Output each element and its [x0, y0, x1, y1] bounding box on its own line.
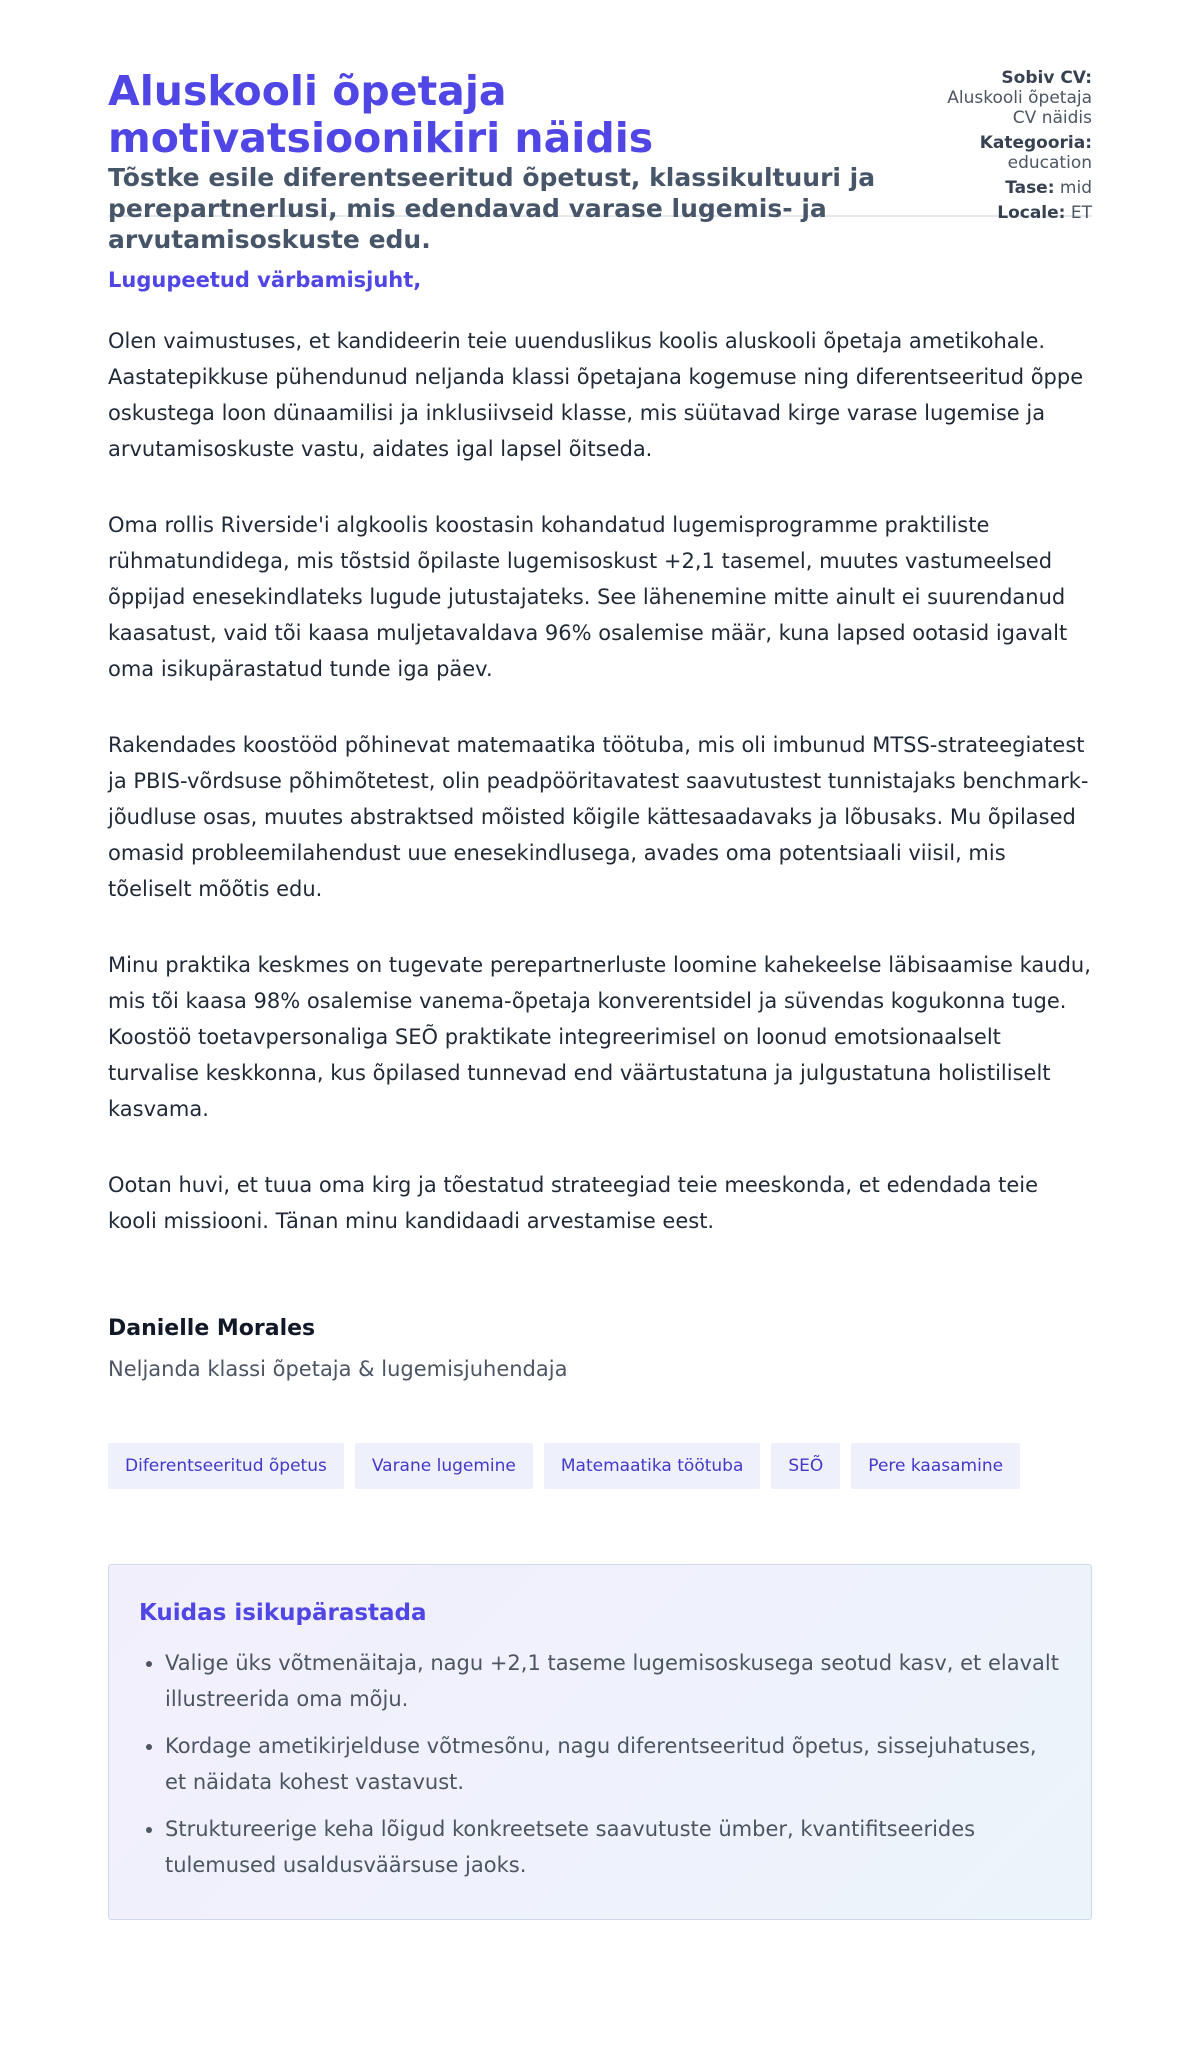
letter-paragraph: Ootan huvi, et tuua oma kirg ja tõestatud strateegiad teie meeskonda, et edendada teie kooli missiooni. Tänan minu kandidaadi arvestamise eest. — [108, 1173, 1039, 1233]
meta-locale-value: ET — [1070, 203, 1092, 223]
meta-cv-label: Sobiv CV: — [1001, 68, 1092, 88]
tip-item: • Struktureerige keha lõigud konkreetsete saavutuste ümber, kvantifitseerides tulemused usaldusväärsuse jaoks. — [165, 1811, 1061, 1883]
meta-level-value: mid — [1059, 178, 1092, 198]
letter-body — [108, 323, 1092, 1239]
page-title: Aluskooli õpetaja motivatsioonikiri näidis — [108, 67, 654, 162]
tips-list — [139, 1645, 1061, 1883]
page-subtitle: Tõstke esile diferentseeritud õpetust, klassikultuuri ja perepartnerlusi, mis edendavad varase lugemis- ja arvutamisoskuste edu. — [108, 163, 876, 254]
meta-locale-label: Locale: — [997, 203, 1066, 223]
letter-greeting: Lugupeetud värbamisjuht, — [108, 268, 422, 292]
signature-title: Neljanda klassi õpetaja & lugemisjuhendaja — [108, 1357, 568, 1381]
letter-paragraph: Olen vaimustuses, et kandideerin teie uuenduslikus koolis aluskooli õpetaja ametikohale. Aastatepikkuse pühendunud neljanda klassi õpetajana kogemuse ning diferentseeritud õppe oskustega loon dünaamilisi ja inklusiivseid klasse, mis süütavad kirge varase lugemise ja arvutamisoskuste vastu, aidates igal lapsel õitseda. — [108, 329, 1084, 461]
skill-tag: SEÕ — [771, 1443, 840, 1489]
meta-panel — [942, 68, 1092, 228]
meta-level-label: Tase: — [1005, 178, 1055, 198]
meta-level — [942, 178, 1092, 198]
skill-tag: Diferentseeritud õpetus — [108, 1443, 344, 1489]
meta-category — [942, 133, 1092, 173]
tip-item: • Valige üks võtmenäitaja, nagu +2,1 taseme lugemisoskusega seotud kasv, et elavalt illustreerida oma mõju. — [165, 1645, 1061, 1717]
meta-category-label: Kategooria: — [979, 133, 1092, 153]
page-header — [108, 0, 1092, 254]
meta-cv — [942, 68, 1092, 128]
meta-locale — [942, 203, 1092, 223]
tips-title: Kuidas isikupärastada — [139, 1600, 427, 1626]
signature-name: Danielle Morales — [108, 1316, 316, 1341]
meta-category-value: education — [1007, 153, 1092, 173]
letter-paragraph: Rakendades koostööd põhinevat matemaatika töötuba, mis oli imbunud MTSS-strateegiatest ja PBIS-võrdsuse põhimõtetest, olin peadpööritavatest saavutustest tunnistajaks benchmark-jõudluse osas, muutes abstraktsed mõisted kõigile kättesaadavaks ja lõbusaks. Mu õpilased omasid probleemilahendust uue enesekindlusega, avades oma potentsiaali viisil, mis tõeliselt mõõtis edu. — [108, 733, 1089, 901]
meta-cv-value: Aluskooli õpetaja CV näidis — [947, 88, 1092, 128]
skill-tag: Pere kaasamine — [851, 1443, 1020, 1489]
letter-paragraph: Minu praktika keskmes on tugevate perepartnerluste loomine kahekeelse läbisaamise kaudu, mis tõi kaasa 98% osalemise vanema-õpetaja konverentsidel ja süvendas kogukonna tuge. Koostöö toetavpersonaliga SEÕ praktikate integreerimisel on loonud emotsionaalselt turvalise keskkonna, kus õpilased tunnevad end väärtustatuna ja julgustatuna holistiliselt kasvama. — [108, 953, 1091, 1121]
personalization-tips — [108, 1564, 1092, 1920]
letter-paragraph: Oma rollis Riverside'i algkoolis koostasin kohandatud lugemisprogramme praktiliste rühmatundidega, mis tõstsid õpilaste lugemisoskust +2,1 tasemel, muutes vastumeelsed õppijad enesekindlateks lugude jutustajateks. See lähenemine mitte ainult ei suurendanud kaasatust, vaid tõi kaasa muljetavaldava 96% osalemise määr, kuna lapsed ootasid igavalt oma isikupärastatud tunde iga päev. — [108, 513, 1068, 681]
skill-tags — [108, 1443, 1092, 1489]
tip-item: • Kordage ametikirjelduse võtmesõnu, nagu diferentseeritud õpetus, sissejuhatuses, et näidata kohest vastavust. — [165, 1728, 1061, 1800]
skill-tag: Matemaatika töötuba — [544, 1443, 760, 1489]
skill-tag: Varane lugemine — [355, 1443, 533, 1489]
